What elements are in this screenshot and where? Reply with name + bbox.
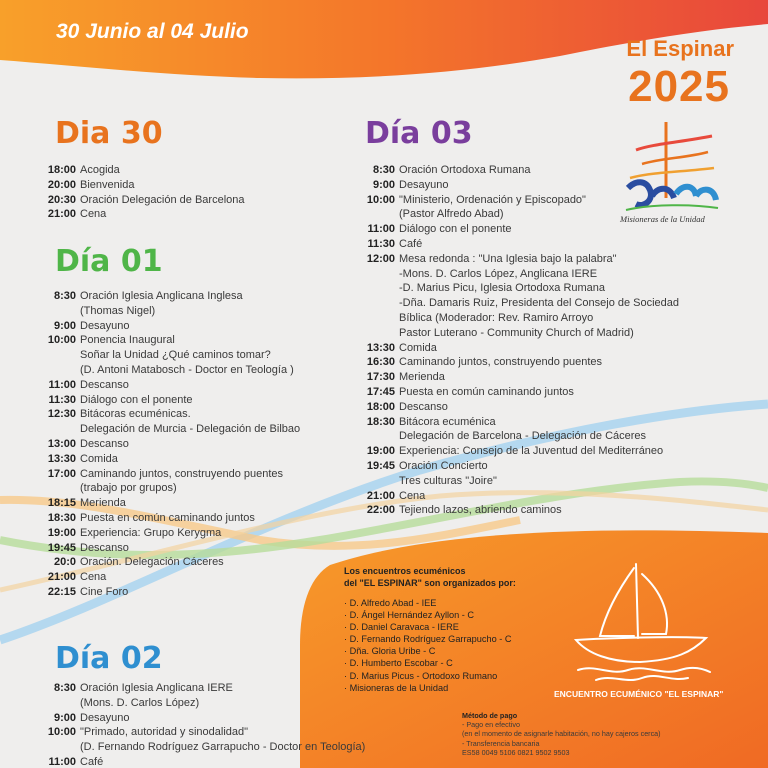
schedule-text: (D. Fernando Rodríguez Garrapucho - Doctor en Teología)	[80, 741, 366, 754]
schedule-text: -Mons. D. Carlos López, Anglicana IERE	[399, 267, 598, 280]
schedule-time: 22:00	[366, 504, 395, 517]
schedule-row	[365, 503, 679, 518]
schedule-text: Merienda	[399, 371, 445, 384]
schedule-text: Desayuno	[80, 319, 130, 332]
day-02-title: Día 02	[55, 641, 163, 676]
schedule-row	[365, 326, 679, 341]
sailboat-icon	[566, 560, 716, 690]
schedule-text: Puesta en común caminando juntos	[399, 385, 574, 398]
schedule-row	[46, 496, 300, 511]
schedule-row	[46, 467, 300, 482]
schedule-time: 21:00	[47, 571, 76, 584]
schedule-time: 11:30	[48, 393, 76, 406]
schedule-text: Merienda	[80, 497, 126, 510]
schedule-text: (Thomas Nigel)	[80, 304, 156, 317]
schedule-time: 18:30	[47, 511, 76, 524]
schedule-time: 18:15	[47, 497, 76, 510]
schedule-time: 19:00	[47, 526, 76, 539]
encuentro-label: ENCUENTRO ECUMÉNICO "EL ESPINAR"	[554, 689, 724, 699]
organizer-item: · Dña. Gloria Uribe - C	[344, 646, 436, 657]
schedule-time: 11:00	[367, 223, 395, 236]
schedule-time: 9:00	[53, 319, 76, 332]
schedule-time: 9:00	[372, 178, 395, 191]
schedule-row	[46, 541, 300, 556]
schedule-row	[365, 415, 679, 430]
schedule-time: 17:30	[366, 371, 395, 384]
schedule-time: 10:00	[47, 726, 76, 739]
schedule-row	[46, 585, 300, 600]
schedule-text: Cena	[80, 208, 107, 221]
schedule-row	[46, 193, 245, 208]
schedule-row	[365, 385, 679, 400]
schedule-time: 18:00	[366, 400, 395, 413]
schedule-time: 13:30	[47, 452, 76, 465]
schedule-row	[46, 348, 300, 363]
schedule-row	[365, 222, 679, 237]
schedule-row	[46, 725, 365, 740]
schedule-row	[365, 252, 679, 267]
schedule-time: 12:30	[47, 408, 76, 421]
schedule-text: Experiencia: Consejo de la Juventud del Mediterráneo	[399, 445, 664, 458]
schedule-text: Bitácoras ecuménicas.	[80, 408, 191, 421]
organizer-item: · Misioneras de la Unidad	[344, 682, 449, 693]
schedule-row	[365, 400, 679, 415]
schedule-row	[46, 333, 300, 348]
schedule-row	[46, 319, 300, 334]
day-03-schedule	[365, 163, 679, 518]
schedule-row	[46, 481, 300, 496]
schedule-row	[365, 429, 679, 444]
schedule-text: Cena	[80, 571, 107, 584]
schedule-row	[46, 740, 365, 755]
schedule-text: Tejiendo lazos, abriendo caminos	[399, 504, 562, 517]
payment-line: ES58 0049 5106 0821 9502 9503	[462, 747, 570, 757]
schedule-text: "Primado, autoridad y sinodalidad"	[80, 726, 249, 739]
schedule-text: Café	[80, 755, 104, 768]
schedule-row	[46, 681, 365, 696]
schedule-time: 13:30	[366, 341, 395, 354]
schedule-text: Experiencia: Grupo Kerygma	[80, 526, 222, 539]
schedule-row	[365, 163, 679, 178]
event-dates: 30 Junio al 04 Julio	[56, 20, 249, 43]
schedule-row	[46, 711, 365, 726]
schedule-text: Delegación de Murcia - Delegación de Bilbao	[80, 423, 301, 436]
schedule-text: -D. Marius Picu, Iglesia Ortodoxa Rumana	[399, 282, 606, 295]
schedule-row	[46, 289, 300, 304]
payment-line: - Transferencia bancaria	[462, 738, 540, 748]
organizers-title: Los encuentros ecuménicos del "EL ESPINAR" son organizados por:	[344, 566, 516, 588]
schedule-text: Café	[399, 237, 423, 250]
day-30-schedule	[46, 163, 245, 222]
schedule-row	[46, 363, 300, 378]
schedule-text: Caminando juntos, construyendo puentes	[399, 356, 603, 369]
schedule-text: Cena	[399, 489, 426, 502]
schedule-row	[365, 444, 679, 459]
schedule-time: 13:00	[47, 437, 76, 450]
logo-caption: Misioneras de la Unidad	[620, 214, 705, 224]
schedule-time: 17:45	[366, 385, 395, 398]
schedule-time: 8:30	[372, 164, 395, 176]
schedule-time: 16:30	[366, 356, 395, 369]
schedule-text: Oración Concierto	[399, 459, 488, 472]
schedule-row	[46, 755, 365, 768]
schedule-row	[46, 393, 300, 408]
schedule-row	[365, 237, 679, 252]
schedule-text: Bíblica (Moderador: Rev. Ramiro Arroyo	[399, 311, 594, 324]
schedule-time: 9:00	[53, 711, 76, 724]
schedule-row	[365, 207, 679, 222]
organizer-item: · D. Daniel Caravaca - IERE	[344, 622, 459, 633]
schedule-text: Oración Iglesia Anglicana Inglesa	[80, 290, 243, 302]
schedule-time: 12:00	[366, 252, 395, 265]
schedule-time: 8:30	[53, 682, 76, 694]
day-30-title: Dia 30	[55, 116, 163, 151]
schedule-row	[46, 696, 365, 711]
schedule-text: Comida	[399, 341, 437, 354]
schedule-text: Descanso	[80, 378, 129, 391]
schedule-text: Desayuno	[399, 178, 449, 191]
event-place: El Espinar	[626, 36, 734, 61]
schedule-row	[46, 304, 300, 319]
schedule-time: 20:00	[47, 178, 76, 191]
schedule-text: (trabajo por grupos)	[80, 482, 177, 495]
schedule-row	[365, 355, 679, 370]
schedule-row	[365, 459, 679, 474]
schedule-row	[365, 474, 679, 489]
schedule-row	[46, 178, 245, 193]
schedule-row	[46, 378, 300, 393]
schedule-row	[46, 570, 300, 585]
schedule-text: Oración Iglesia Anglicana IERE	[80, 682, 233, 694]
schedule-row	[46, 207, 245, 222]
organizer-item: · D. Ángel Hernández Ayllon - C	[344, 610, 475, 621]
schedule-time: 19:45	[366, 459, 395, 472]
schedule-time: 10:00	[366, 193, 395, 206]
schedule-time: 11:30	[367, 237, 395, 250]
schedule-row	[365, 489, 679, 504]
schedule-text: Cine Foro	[80, 585, 129, 598]
event-year: 2025	[628, 62, 730, 111]
schedule-text: Tres culturas "Joire"	[399, 474, 497, 487]
schedule-time: 8:30	[53, 290, 76, 302]
schedule-text: Oración Ortodoxa Rumana	[399, 164, 531, 176]
organizer-item: · D. Alfredo Abad - IEE	[344, 598, 437, 608]
schedule-time: 17:00	[47, 467, 76, 480]
schedule-row	[46, 407, 300, 422]
schedule-time: 18:30	[366, 415, 395, 428]
schedule-time: 19:45	[47, 541, 76, 554]
payment-line: - Pago en efectivo	[462, 720, 520, 730]
schedule-time: 10:00	[47, 334, 76, 347]
payment-title: Método de pago	[462, 711, 518, 720]
schedule-time: 20:30	[47, 193, 76, 206]
schedule-text: (Pastor Alfredo Abad)	[399, 208, 504, 221]
schedule-time: 22:15	[47, 585, 76, 598]
schedule-text: Desayuno	[80, 711, 130, 724]
schedule-row	[46, 526, 300, 541]
schedule-time: 21:00	[47, 208, 76, 221]
schedule-text: Bienvenida	[80, 178, 135, 191]
schedule-row	[46, 422, 300, 437]
schedule-row	[365, 296, 679, 311]
schedule-text: Bitácora ecuménica	[399, 415, 496, 428]
schedule-text: Soñar la Unidad ¿Qué caminos tomar?	[80, 349, 271, 362]
schedule-row	[46, 163, 245, 178]
schedule-time: 11:00	[48, 755, 76, 768]
organizers-list	[344, 597, 512, 694]
organizer-item: · D. Marius Picus - Ortodoxo Rumano	[344, 670, 498, 681]
schedule-time: 20:0	[53, 556, 76, 569]
schedule-text: Descanso	[80, 437, 129, 450]
schedule-text: Delegación de Barcelona - Delegación de Cáceres	[399, 430, 647, 443]
schedule-text: Diálogo con el ponente	[80, 393, 193, 406]
schedule-text: Descanso	[399, 400, 448, 413]
schedule-text: Ponencia Inaugural	[80, 334, 175, 347]
schedule-text: Caminando juntos, construyendo puentes	[80, 467, 284, 480]
schedule-text: (D. Antoni Matabosch - Doctor en Teología )	[80, 363, 294, 376]
schedule-time: 21:00	[366, 489, 395, 502]
organizer-item: · D. Fernando Rodríguez Garrapucho - C	[344, 634, 512, 645]
day-03-title: Día 03	[365, 116, 473, 151]
schedule-text: Mesa redonda : "Una Iglesia bajo la palabra"	[399, 252, 617, 265]
schedule-text: -Dña. Damaris Ruiz, Presidenta del Consejo de Sociedad	[399, 297, 680, 310]
schedule-time: 19:00	[366, 445, 395, 458]
schedule-row	[46, 555, 300, 570]
payment-info	[462, 711, 762, 757]
payment-line: (en el momento de asignarle habitación, no hay cajeros cerca)	[462, 729, 661, 739]
schedule-text: Descanso	[80, 541, 129, 554]
schedule-row	[46, 452, 300, 467]
schedule-text: Comida	[80, 452, 118, 465]
schedule-row	[365, 370, 679, 385]
schedule-text: (Mons. D. Carlos López)	[80, 696, 200, 709]
organizer-item: · D. Humberto Escobar - C	[344, 658, 453, 669]
day-02-schedule	[46, 681, 365, 768]
schedule-row	[365, 178, 679, 193]
schedule-row	[365, 341, 679, 356]
schedule-text: Pastor Luterano - Community Church of Madrid)	[399, 326, 634, 339]
schedule-text: "Ministerio, Ordenación y Episcopado"	[399, 193, 586, 206]
schedule-row	[46, 511, 300, 526]
schedule-row	[365, 281, 679, 296]
schedule-text: Acogida	[80, 164, 120, 176]
schedule-text: Oración Delegación de Barcelona	[80, 193, 245, 206]
schedule-row	[365, 311, 679, 326]
schedule-row	[46, 437, 300, 452]
schedule-row	[365, 193, 679, 208]
schedule-row	[365, 267, 679, 282]
schedule-text: Oración. Delegación Cáceres	[80, 556, 224, 569]
schedule-text: Puesta en común caminando juntos	[80, 511, 255, 524]
schedule-text: Diálogo con el ponente	[399, 223, 512, 236]
day-01-schedule	[46, 289, 300, 600]
schedule-time: 18:00	[47, 164, 76, 176]
schedule-time: 11:00	[48, 378, 76, 391]
day-01-title: Día 01	[55, 244, 163, 279]
